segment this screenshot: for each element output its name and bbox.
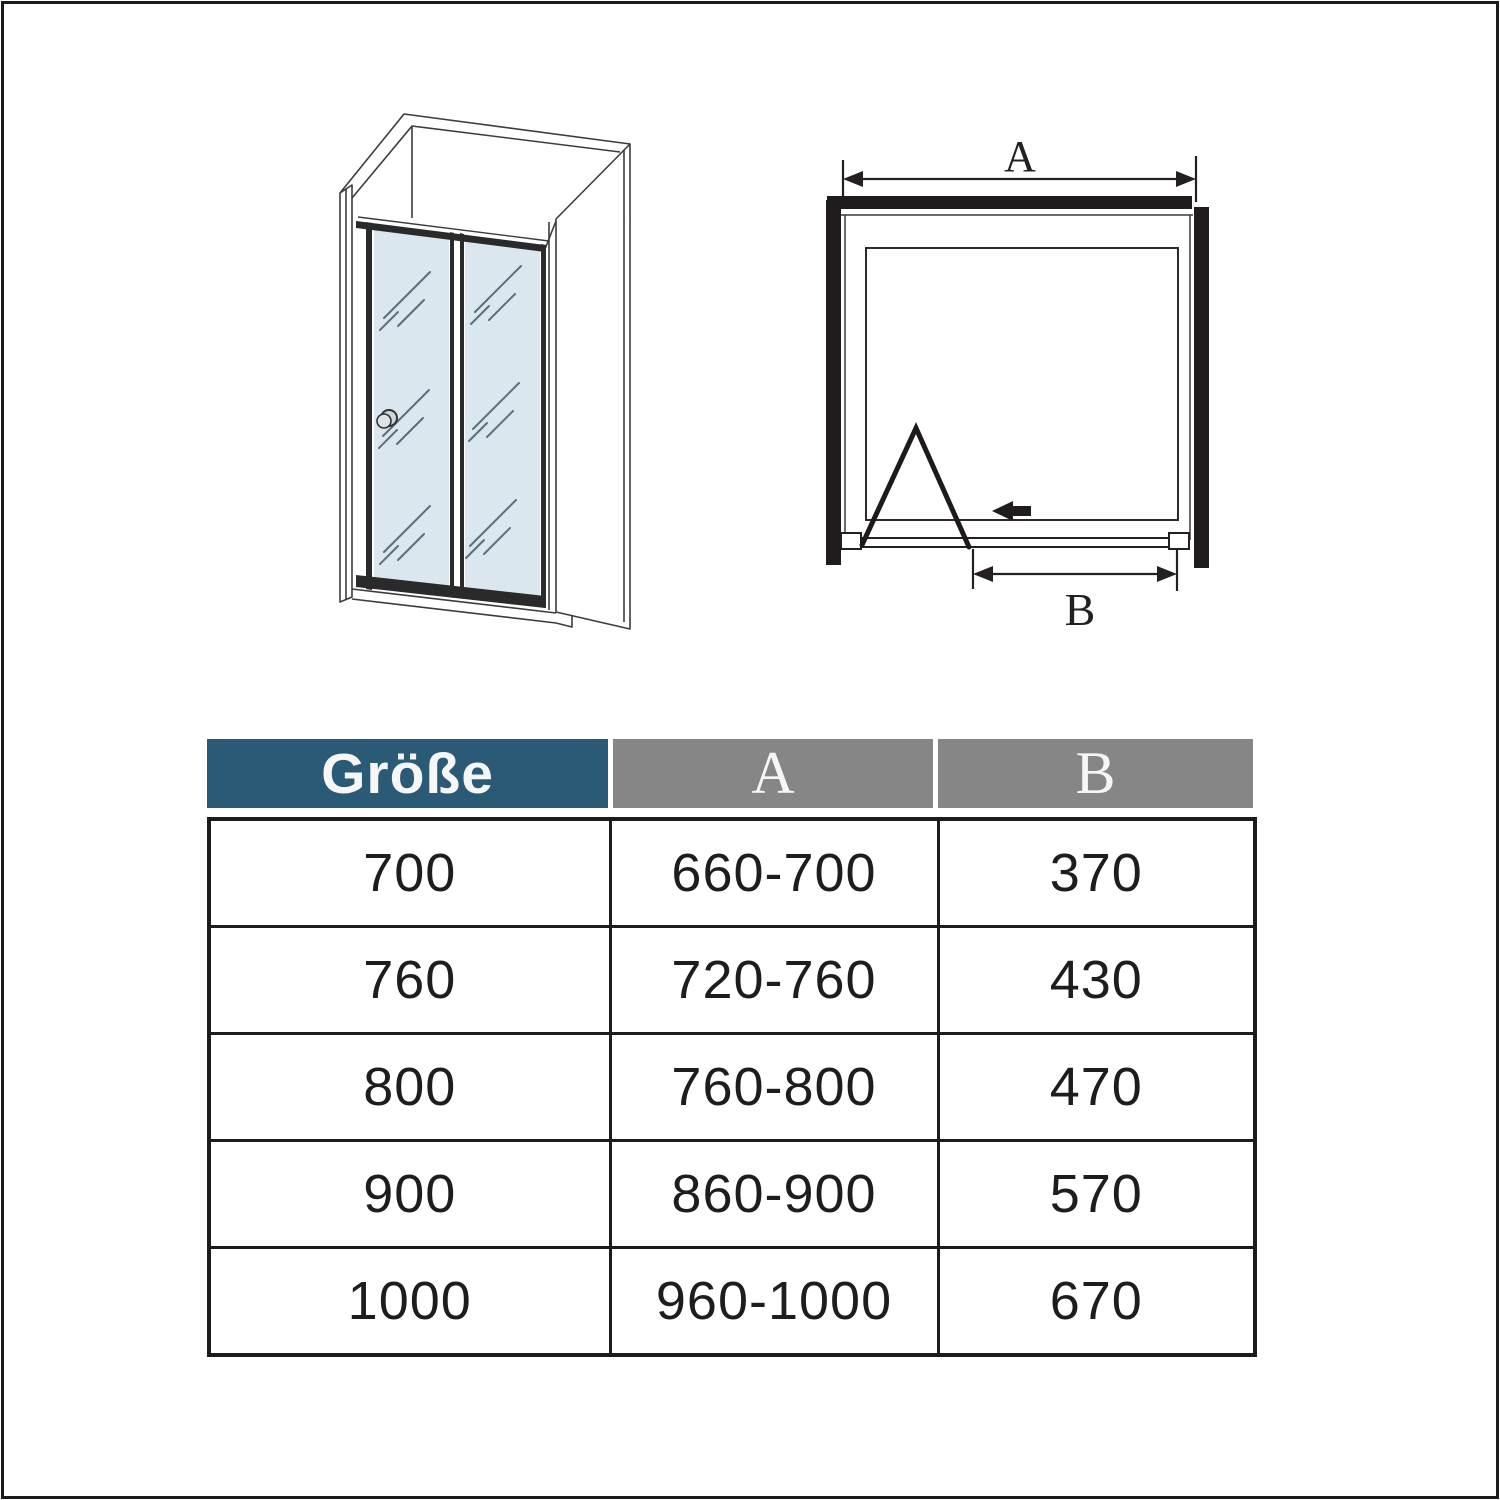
left-wall-bar [826, 200, 841, 565]
size-table-header [207, 739, 1253, 808]
cell-a: 960-1000 [610, 1248, 938, 1356]
table-row [209, 1248, 1255, 1356]
header-size-cell: Größe [207, 739, 608, 808]
glass-outline [866, 248, 1178, 520]
cell-size: 700 [209, 819, 610, 927]
cell-size: 760 [209, 927, 610, 1034]
dim-a-arrowhead-left [843, 171, 863, 187]
dim-b-arrowhead-left [973, 566, 993, 582]
cell-a: 760-800 [610, 1034, 938, 1141]
glass-panel-right [465, 242, 540, 598]
dim-a-label: A [1004, 132, 1036, 181]
header-b-cell: B [938, 739, 1253, 808]
door-center-stile-right [460, 233, 464, 599]
cell-b: 370 [938, 819, 1255, 927]
right-panel [556, 144, 630, 629]
dim-b-label: B [1064, 584, 1096, 630]
plan-view-diagram [815, 130, 1220, 630]
table-row [209, 819, 1255, 927]
cell-b: 670 [938, 1248, 1255, 1356]
isometric-shower-diagram [330, 100, 650, 660]
slide-direction-arrow-icon [992, 501, 1031, 521]
door-right-stile [541, 244, 546, 608]
size-table-body [207, 817, 1257, 1357]
dim-a-arrowhead-right [1176, 171, 1196, 187]
door-center-stile-left [450, 232, 454, 598]
cell-size: 1000 [209, 1248, 610, 1356]
cell-size: 800 [209, 1034, 610, 1141]
cell-size: 900 [209, 1141, 610, 1248]
cell-a: 860-900 [610, 1141, 938, 1248]
cell-a: 660-700 [610, 819, 938, 927]
header-a-cell: A [613, 739, 933, 808]
top-wall-bar [827, 196, 1192, 209]
table-row [209, 927, 1255, 1034]
table-row [209, 1141, 1255, 1248]
track-end-cap-right [1169, 533, 1189, 549]
cell-a: 720-760 [610, 927, 938, 1034]
door-left-stile [366, 222, 372, 590]
cell-b: 430 [938, 927, 1255, 1034]
size-table [207, 739, 1253, 1357]
top-rim-outer [340, 114, 630, 193]
cell-b: 470 [938, 1034, 1255, 1141]
dim-b-arrowhead-right [1157, 566, 1177, 582]
right-wall-bar [1194, 207, 1209, 568]
cell-b: 570 [938, 1141, 1255, 1248]
folded-door-lines [862, 428, 969, 547]
track-end-cap-left [841, 533, 861, 549]
table-row [209, 1034, 1255, 1141]
